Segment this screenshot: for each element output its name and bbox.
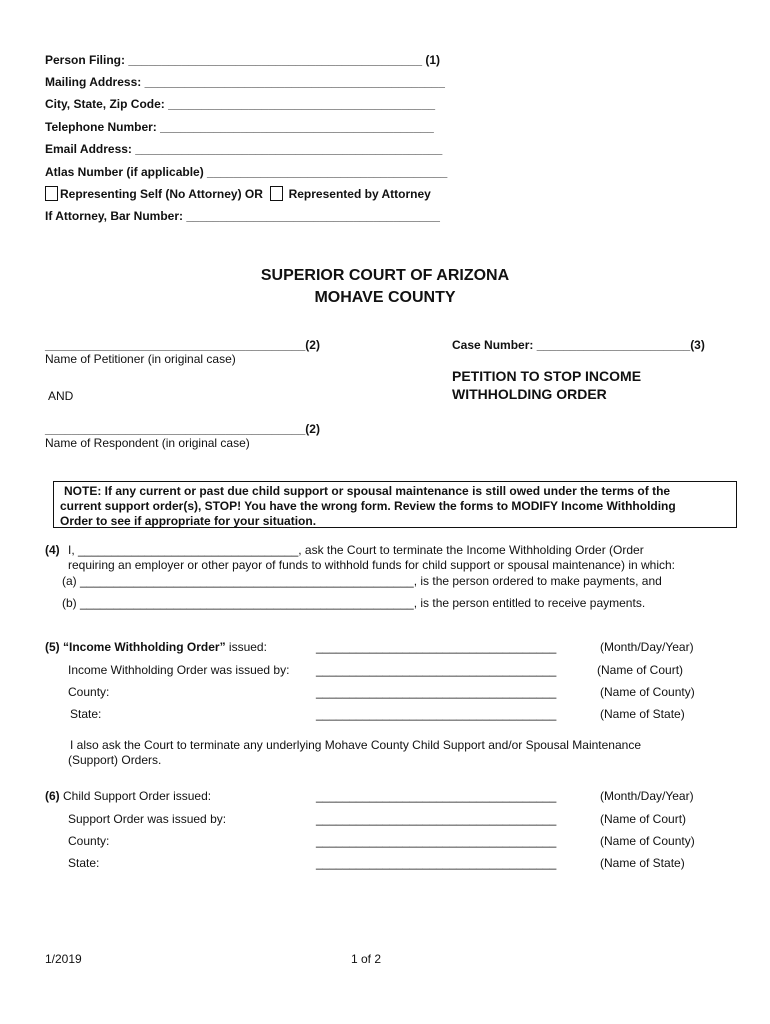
respondent-label: Name of Respondent (in original case) [45, 436, 250, 450]
section6-issued-label: Child Support Order issued: [63, 789, 212, 803]
atlas-number-field[interactable]: Atlas Number (if applicable) ____________________________________ [45, 165, 448, 179]
court-county: MOHAVE COUNTY [314, 289, 456, 306]
section4a-payor-field[interactable]: (a) __________________________________________________, is the person ordered to make payments, and [62, 574, 662, 588]
page-number: 1 of 2 [351, 952, 382, 966]
case-number-field[interactable]: Case Number: _______________________(3) [452, 338, 705, 352]
section6-date-hint: (Month/Day/Year) [600, 789, 694, 803]
represented-by-attorney-label: Represented by Attorney [288, 187, 431, 201]
section5-title: “Income Withholding Order” [63, 640, 226, 654]
section6-county-hint: (Name of County) [600, 834, 695, 848]
note-line3: Order to see if appropriate for your situation. [60, 514, 317, 528]
section6-label [45, 789, 211, 803]
section6-county-label: County: [68, 834, 110, 848]
petitioner-name-line[interactable]: _______________________________________(2) [45, 338, 320, 352]
section5-number: (5) [45, 640, 60, 654]
section6-state-label: State: [68, 856, 100, 870]
footer-date: 1/2019 [45, 952, 82, 966]
section6-state-line[interactable]: ____________________________________ [316, 856, 557, 870]
section6-court-line[interactable]: ____________________________________ [316, 812, 557, 826]
section6-court-hint: (Name of Court) [600, 812, 687, 826]
section6-number: (6) [45, 789, 60, 803]
section6-state-hint: (Name of State) [600, 856, 685, 870]
representation-row [45, 186, 431, 201]
note-line1: NOTE: If any current or past due child support or spousal maintenance is still owed under the terms of the [64, 484, 671, 498]
section5-court-hint: (Name of Court) [597, 663, 684, 677]
section4-text-line2: requiring an employer or other payor of funds to withhold funds for child support or spousal maintenance) in which: [68, 558, 676, 572]
section5-issued: issued: [225, 640, 267, 654]
section4-number: (4) [45, 543, 60, 557]
note-line2: current support order(s), STOP! You have the wrong form. Review the forms to MODIFY Income Withholding [60, 499, 676, 513]
section6-date-line[interactable]: ____________________________________ [316, 789, 557, 803]
section6-county-line[interactable]: ____________________________________ [316, 834, 557, 848]
petition-title-line2: WITHHOLDING ORDER [452, 386, 607, 402]
section5-state-hint: (Name of State) [600, 707, 685, 721]
section4b-payee-field[interactable]: (b) __________________________________________________, is the person entitled to receive payments. [62, 596, 646, 610]
section5-court-label: Income Withholding Order was issued by: [68, 663, 290, 677]
mailing-address-field[interactable]: Mailing Address: _____________________________________________ [45, 75, 445, 89]
warning-note-box [53, 481, 737, 528]
section5-county-label: County: [68, 685, 110, 699]
representing-self-label: Representing Self (No Attorney) OR [60, 187, 263, 201]
section4-name-field[interactable]: I, _________________________________, ask the Court to terminate the Income Withholding Order (Order [68, 543, 644, 557]
respondent-name-line[interactable]: _______________________________________(2) [45, 422, 320, 436]
section5-date-hint: (Month/Day/Year) [600, 640, 694, 654]
section5-court-line[interactable]: ____________________________________ [316, 663, 557, 677]
petitioner-label: Name of Petitioner (in original case) [45, 352, 236, 366]
section6-court-label: Support Order was issued by: [68, 812, 227, 826]
bar-number-field[interactable]: If Attorney, Bar Number: ______________________________________ [45, 209, 440, 223]
telephone-field[interactable]: Telephone Number: _________________________________________ [45, 120, 434, 134]
section5-state-label: State: [70, 707, 102, 721]
section5-label [45, 640, 267, 654]
section5-county-line[interactable]: ____________________________________ [316, 685, 557, 699]
court-name: SUPERIOR COURT OF ARIZONA [260, 267, 510, 284]
also-ask-line2: (Support) Orders. [68, 753, 162, 767]
section5-date-line[interactable]: ____________________________________ [316, 640, 557, 654]
section5-county-hint: (Name of County) [600, 685, 695, 699]
and-label: AND [48, 389, 74, 403]
representing-self-checkbox[interactable] [45, 186, 58, 201]
person-filing-field[interactable]: Person Filing: ____________________________________________ (1) [45, 53, 440, 67]
represented-by-attorney-checkbox[interactable] [270, 186, 283, 201]
petition-title-line1: PETITION TO STOP INCOME [452, 368, 642, 384]
also-ask-line1: I also ask the Court to terminate any underlying Mohave County Child Support and/or Spousal Maintenance [70, 738, 641, 752]
section5-state-line[interactable]: ____________________________________ [316, 707, 557, 721]
city-state-zip-field[interactable]: City, State, Zip Code: ________________________________________ [45, 97, 436, 111]
email-field[interactable]: Email Address: ______________________________________________ [45, 142, 443, 156]
